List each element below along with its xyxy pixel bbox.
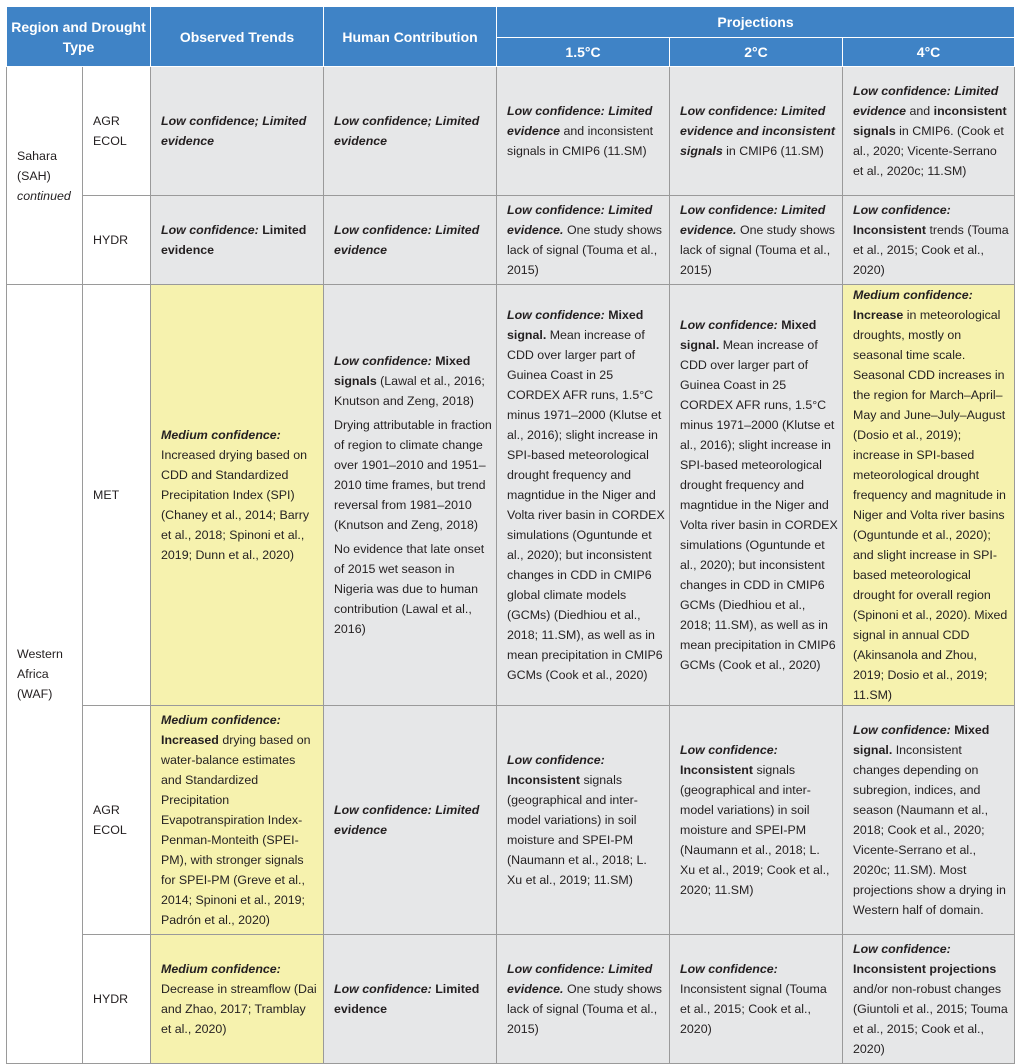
bold-text: inconsistent signals <box>853 104 1007 138</box>
body-text: and inconsistent signals in CMIP6 (11.SM) <box>507 124 654 158</box>
proj-1-5-cell <box>497 67 670 196</box>
type-cell: AGR ECOL <box>83 67 151 196</box>
body-text: Inconsistent changes depending on subregion, indices, and season (Naumann et al., 2018; Cook et al., 2020; Vicente-Serrano et al., 2020c; 11.SM). Most projections show a drying in Western half of domain. <box>853 743 1006 917</box>
conf-text: Low confidence: <box>680 318 778 332</box>
body-text: in meteorological droughts, mostly on seasonal time scale. <box>853 308 1001 362</box>
header-projections: Projections <box>497 7 1015 38</box>
human-para-3: No evidence that late onset of 2015 wet season in Nigeria was due to human contribution (Lawal et al., 2016) <box>334 542 485 636</box>
body-text: (Lawal et al., 2016; Knutson and Zeng, 2018) <box>334 374 485 408</box>
body-text: Inconsistent signal (Touma et al., 2015; Cook et al., 2020) <box>680 982 827 1036</box>
body-text: and <box>906 104 934 118</box>
proj-4-cell <box>843 935 1015 1064</box>
observed-cell <box>151 935 324 1064</box>
proj-4-cell <box>843 706 1015 935</box>
bold-text: Inconsistent projections <box>853 962 997 976</box>
human-cell <box>324 285 497 706</box>
header-observed: Observed Trends <box>151 7 324 67</box>
conf-text: Low confidence: <box>680 962 778 976</box>
row-waf-met <box>7 285 1015 706</box>
human-text: Low confidence: Limited evidence <box>334 803 480 837</box>
human-cell <box>324 935 497 1064</box>
conf-text: Low confidence: <box>853 942 951 956</box>
conf-text: Low confidence: Limited evidence <box>853 84 999 118</box>
conf-text: Low confidence: Limited evidence. <box>507 203 653 237</box>
proj-4-cell <box>843 196 1015 285</box>
conf-text: Low confidence: <box>334 354 432 368</box>
body-text: One study shows lack of signal (Touma et al., 2015) <box>680 223 835 277</box>
conf-text: Low confidence: Limited evidence. <box>507 962 653 996</box>
body-text: signals (geographical and inter-model variations) in soil moisture and SPEI-PM (Naumann et al., 2018; L. Xu et al., 2019; 11.SM) <box>507 773 647 887</box>
proj-1-5-cell <box>497 706 670 935</box>
proj-2-cell <box>670 935 843 1064</box>
body-text: in CMIP6. (Cook et al., 2020; Vicente-Serrano et al., 2020c; 11.SM) <box>853 124 1004 178</box>
bold-text: Mixed signal. <box>507 308 644 342</box>
proj-2-cell <box>670 196 843 285</box>
body-text: One study shows lack of signal (Touma et al., 2015) <box>507 223 662 277</box>
header-region-type: Region and Drought Type <box>7 7 151 67</box>
region-sahara <box>7 67 83 285</box>
type-cell: HYDR <box>83 935 151 1064</box>
region-label: Sahara (SAH) <box>17 148 57 183</box>
human-cell <box>324 706 497 935</box>
observed-cell <box>151 706 324 935</box>
bold-text: Mixed signal. <box>853 723 990 757</box>
type-cell: AGR ECOL <box>83 706 151 935</box>
conf-text: Medium confidence: <box>853 288 973 302</box>
bold-text: Mixed signals <box>334 354 471 388</box>
human-para-2: Drying attributable in fraction of region to climate change over 1901–2010 and 1951–2010 time frames, but trend reversal from 1981–2010 (Knutson and Zeng, 2018) <box>334 418 492 532</box>
bold-text: Increase <box>853 308 904 322</box>
header-4c: 4°C <box>843 38 1015 67</box>
proj-4-cell <box>843 285 1015 706</box>
header-human: Human Contribution <box>324 7 497 67</box>
header-row-1 <box>7 7 1015 38</box>
proj-2-cell <box>670 67 843 196</box>
proj-1-5-cell <box>497 285 670 706</box>
human-para-1 <box>334 351 492 411</box>
body-text: Mean increase of CDD over larger part of Guinea Coast in 25 CORDEX AFR runs, 1.5°C minus 1971–2000 (Klutse et al., 2016); slight increase in SPI-based meteorological drought frequency and magntidue in the Niger and Volta river basin in CORDEX simulations (Oguntunde et al., 2020); but inconsistent changes in CDD in CMIP6 GCMs (Diedhiou et al., 2018; 11.SM), as well as in mean precipitation in CMIP6 GCMs (Cook et al., 2020) <box>680 338 838 672</box>
bold-text: Inconsistent <box>680 763 753 777</box>
bold-text: Mixed signal. <box>680 318 817 352</box>
proj-1-5-cell <box>497 935 670 1064</box>
conf-text: Low confidence: <box>507 753 605 767</box>
proj-1-5-cell <box>497 196 670 285</box>
body-text: Increased drying based on CDD and Standardized Precipitation Index (SPI) (Chaney et al., 2014; Barry et al., 2018; Spinoni et al., 2019; Dunn et al., 2020) <box>161 448 310 562</box>
body-text: Seasonal CDD increases in the region for March–April–May and June–July–August (Dosio et al., 2019); increase in SPI-based meteorological drought frequency and magnitude in Niger and Volta river basins (Oguntunde et al., 2020); and slight increase in SPI-based meteorological drought for overall region (Spinoni et al., 2020). Mixed signal in annual CDD (Akinsanola and Zhou, 2019; Dosio et al., 2019; 11.SM) <box>853 368 1008 702</box>
type-cell: MET <box>83 285 151 706</box>
drought-table <box>6 6 1015 1064</box>
body-text: Decrease in streamflow (Dai and Zhao, 2017; Tramblay et al., 2020) <box>161 982 317 1036</box>
body-text: trends (Touma et al., 2015; Cook et al., 2020) <box>853 223 1009 277</box>
body-text: and/or non-robust changes (Giuntoli et al., 2015; Touma et al., 2015; Cook et al., 2020) <box>853 982 1008 1056</box>
conf-text: Medium confidence: <box>161 962 281 976</box>
row-waf-agr <box>7 706 1015 935</box>
conf-text: Low confidence: Limited evidence. <box>680 203 826 237</box>
conf-text: Low confidence: <box>334 982 432 996</box>
human-text: Low confidence: Limited evidence <box>334 223 480 257</box>
conf-text: Low confidence: <box>507 308 605 322</box>
body-text: One study shows lack of signal (Touma et al., 2015) <box>507 982 662 1036</box>
conf-text: Low confidence: <box>853 203 951 217</box>
type-cell: HYDR <box>83 196 151 285</box>
row-waf-hydr <box>7 935 1015 1064</box>
human-text: Low confidence; Limited evidence <box>334 114 480 148</box>
continued-label: continued <box>17 188 71 203</box>
human-cell <box>324 196 497 285</box>
region-western-africa: Western Africa (WAF) <box>7 285 83 1064</box>
conf-text: Low confidence: <box>680 743 778 757</box>
header-1-5c: 1.5°C <box>497 38 670 67</box>
body-text: drying based on water-balance estimates and Standardized Precipitation Evapotranspiration Index-Penman-Monteith (SPEI-PM), with stronger signals for SPEI-PM (Greve et al., 2014; Spinoni et al., 2019; Padrón et al., 2020) <box>161 733 311 927</box>
bold-text: Limited evidence <box>161 223 307 257</box>
row-sah-agr <box>7 67 1015 196</box>
bold-text: Inconsistent <box>507 773 580 787</box>
conf-text: Low confidence: <box>853 723 951 737</box>
conf-text: Low confidence: <box>161 223 259 237</box>
conf-text: Low confidence: Limited evidence and inconsistent signals <box>680 104 835 158</box>
bold-text: Increased <box>161 733 219 747</box>
conf-text: Medium confidence: <box>161 428 281 442</box>
header-2c: 2°C <box>670 38 843 67</box>
observed-text: Low confidence; Limited evidence <box>161 114 307 148</box>
conf-text: Medium confidence: <box>161 713 281 727</box>
body-text: in CMIP6 (11.SM) <box>722 144 824 158</box>
body-text: Mean increase of CDD over larger part of Guinea Coast in 25 CORDEX AFR runs, 1.5°C minus 1971–2000 (Klutse et al., 2016); slight increase in SPI-based meteorological drought frequency and magntidue in the Niger and Volta river basin in CORDEX simulations (Oguntunde et al., 2020); but inconsistent changes in CDD in CMIP6 global climate models (GCMs) (Diedhiou et al., 2018; 11.SM), as well as in mean precipitation in CMIP6 GCMs (Cook et al., 2020) <box>507 328 665 682</box>
proj-4-cell <box>843 67 1015 196</box>
human-cell <box>324 67 497 196</box>
proj-2-cell <box>670 285 843 706</box>
observed-cell <box>151 67 324 196</box>
proj-2-cell <box>670 706 843 935</box>
conf-text: Low confidence: Limited evidence <box>507 104 653 138</box>
observed-cell <box>151 285 324 706</box>
bold-text: Limited evidence <box>334 982 480 1016</box>
row-sah-hydr <box>7 196 1015 285</box>
observed-cell <box>151 196 324 285</box>
body-text: signals (geographical and inter-model variations) in soil moisture and SPEI-PM (Naumann et al., 2018; L. Xu et al., 2019; Cook et al., 2020; 11.SM) <box>680 763 830 897</box>
bold-text: Inconsistent <box>853 223 926 237</box>
